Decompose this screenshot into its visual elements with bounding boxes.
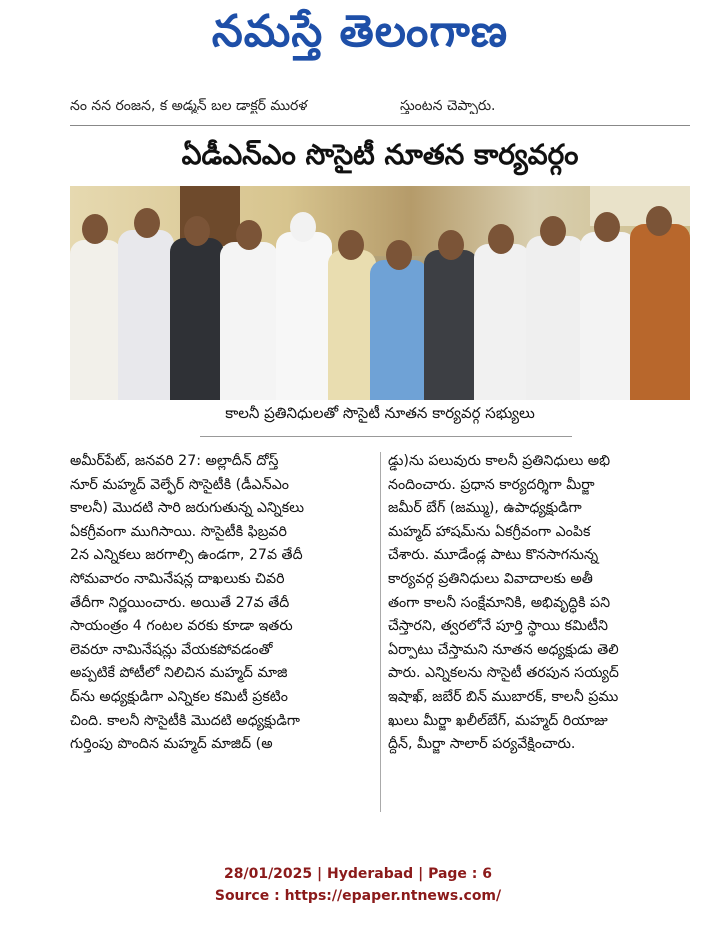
article-text-line: ఖులు మీర్జా ఖలీల్‌బేగ్, మహ్మద్ రియాజు (388, 712, 608, 729)
article-text-line: చింది. కాలనీ సొసైటీకి మొదటి అధ్యక్షుడిగా (70, 712, 300, 729)
photo-person-head (386, 240, 412, 270)
photo-person (328, 250, 376, 400)
newspaper-masthead (150, 4, 570, 70)
footer-source-line: Source : https://epaper.ntnews.com/ (214, 888, 502, 904)
article-text-line: నందించారు. ప్రధాన కార్యదర్శిగా మీర్జా (388, 476, 595, 493)
article-text-line: మహ్మద్ హాషమ్‌ను ఏకగ్రీవంగా ఎంపిక (388, 523, 591, 540)
article-text-line: లెవరూ నామినేషన్లు వేయకపోవడంతో (70, 641, 273, 658)
photo-person-head (488, 224, 514, 254)
article-text-line: తేదీగా నిర్ణయించారు. అయితే 27వ తేదీ (70, 594, 290, 611)
article-text-line: అప్పటికే పోటీలో నిలిచిన మహ్మద్ మాజి (70, 665, 288, 682)
article-text-line: ద్‌ను అధ్యక్షుడిగా ఎన్నికల కమిటీ ప్రకటిం (70, 688, 288, 705)
article-text-line: చేశారు. మూడేండ్ల పాటు కొనసాగనున్న (388, 547, 599, 564)
photo-person-head (338, 230, 364, 260)
article-text-line: ఏకగ్రీవంగా ముగిసాయి. సొసైటీకి ఫిబ్రవరి (70, 523, 287, 540)
photo-person (630, 224, 690, 400)
article-left-column (70, 450, 370, 757)
article-text-line: చేస్తారని, త్వరలోనే పూర్తి స్థాయి కమిటీని (388, 618, 608, 635)
photo-person (220, 242, 278, 400)
article-text-line: ద్దీన్, మీర్జా సాలార్ పర్యవేక్షించారు. (388, 736, 576, 753)
photo-person-head (184, 216, 210, 246)
article-text-line: కార్యవర్గ ప్రతినిధులు వివాదాలకు అతీ (388, 570, 593, 587)
photo-person (526, 236, 584, 400)
photo-person (424, 250, 478, 400)
article-text-line: డ్డు)ను పలువురు కాలనీ ప్రతినిధులు అభి (388, 453, 611, 469)
column-divider (380, 452, 381, 812)
photo-person-head (236, 220, 262, 250)
article-headline: ఏడీఎన్‌ఎం సొసైటీ నూతన కార్యవర్గం (181, 138, 579, 171)
masthead-title: నమస్తే తెలంగాణ (211, 6, 509, 57)
article-text-line: జమీర్ బేగ్ (జమ్ము), ఉపాధ్యక్షుడిగా (388, 500, 582, 517)
photo-person (474, 244, 530, 400)
article-text-line: ఇషాఖ్, జబేర్ బిన్ ముబారక్, కాలనీ ప్రము (388, 688, 619, 705)
article-text-line: కాలనీ) మొదటి సారి జరుగుతున్న ఎన్నికలు (70, 500, 305, 517)
footer-date-line: 28/01/2025 | Hyderabad | Page : 6 (223, 866, 493, 882)
article-text-line: గుర్తింపు పొందిన మహ్మద్ మాజిద్ (అ (70, 736, 273, 753)
article-text-line: నూర్ మహ్మద్ వెల్ఫేర్ సొసైటీకి (డీఎన్‌ఎం (70, 476, 289, 493)
article-text-line: అమీర్‌పేట్, జనవరి 27: అల్లాదీన్ దోస్త్ (70, 453, 279, 469)
photo-person (170, 238, 224, 400)
article-text-line: 2న ఎన్నికలు జరగాల్సి ఉండగా, 27వ తేదీ (70, 547, 303, 564)
photo-person-head (540, 216, 566, 246)
photo-caption: కాలనీ ప్రతినిధులతో సొసైటీ నూతన కార్యవర్గ సభ్యులు (225, 404, 535, 422)
clipped-previous-article-line (70, 92, 550, 114)
photo-person (580, 232, 636, 400)
clipped-line-left: నం నన రంజన, క అడ్మన్ బల డాక్టర్ మురళ (70, 98, 308, 114)
photo-person (118, 230, 174, 400)
top-divider (70, 125, 690, 126)
photo-person (276, 232, 332, 400)
caption-divider (200, 436, 572, 437)
photo-person (370, 260, 428, 400)
photo-person-head (594, 212, 620, 242)
article-text-line: తంగా కాలనీ సంక్షేమానికి, అభివృద్ధికి పని (388, 594, 611, 611)
article-text-line: సాయంత్రం 4 గంటల వరకు కూడా ఇతరు (70, 618, 293, 635)
article-text-line: ఏర్పాటు చేస్తామని నూతన అధ్యక్షుడు తెలి (388, 641, 619, 658)
photo-person (70, 240, 122, 400)
photo-person-head (134, 208, 160, 238)
photo-person-head (438, 230, 464, 260)
group-photo (70, 186, 690, 400)
article-text-line: పారు. ఎన్నికలను సొసైటీ తరపున సయ్యద్ (388, 665, 619, 682)
photo-person-head (82, 214, 108, 244)
article-right-column (388, 450, 688, 757)
photo-person-head (646, 206, 672, 236)
article-text-line: సోమవారం నామినేషన్ల దాఖలుకు చివరి (70, 570, 285, 587)
clipped-line-right: స్తుంటన చెప్పారు. (400, 98, 496, 114)
photo-person-head (290, 212, 316, 242)
